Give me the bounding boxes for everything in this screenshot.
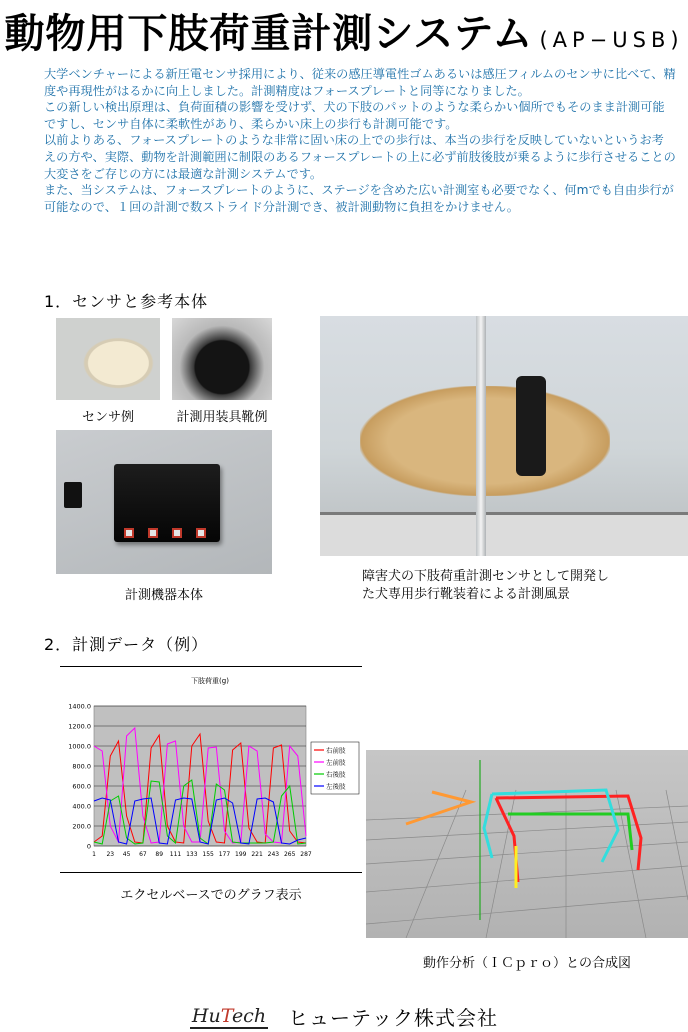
y-tick-label: 600.0 (72, 782, 91, 791)
chart-bottom-rule (60, 872, 362, 873)
dog-treadmill-photo (320, 316, 688, 556)
intro-paragraph: 以前よりある、フォースプレートのような非常に固い床の上での歩行は、本当の歩行を反映していないというお考えの方や、実際、動物を計測範囲に制限のあるフォースプレートの上に必ず前肢後肢が乗るように歩行させることの大変さをご存じの方には最適な計測システムです。 (44, 133, 676, 181)
x-tick-label: 89 (155, 851, 164, 858)
product-code: (AP−USB) (539, 28, 684, 52)
y-tick-label: 0 (86, 842, 91, 851)
skeleton (406, 790, 641, 888)
logo-part: ech (231, 1004, 267, 1027)
legend-label: 右後肢 (326, 770, 346, 779)
chart-legend (311, 742, 359, 794)
intro-paragraph: また、当システムは、フォースプレートのように、ステージを含めた広い計測室も必要でなく、何mでも自由歩行が可能なので、１回の計測で数ストライド分計測でき、被計測動物に負担をかけません。 (44, 183, 674, 214)
device-photo (56, 430, 272, 574)
treadmill-belt (320, 512, 688, 556)
x-tick-label: 1 (92, 851, 96, 858)
y-tick-label: 400.0 (72, 802, 91, 811)
dog-caption-line: 障害犬の下肢荷重計測センサとして開発し (362, 569, 610, 584)
footer (0, 1002, 688, 1031)
skeleton-render-svg (366, 750, 688, 938)
company-name: ヒューテック株式会社 (288, 1006, 499, 1030)
connector-jack (148, 528, 158, 538)
x-tick-label: 23 (106, 851, 115, 858)
x-tick-label: 45 (122, 851, 131, 858)
x-tick-label: 221 (251, 851, 263, 858)
legend-label: 左後肢 (326, 782, 346, 791)
y-tick-label: 200.0 (72, 822, 91, 831)
title-main: 動物用下肢荷重計測システム (4, 11, 534, 57)
y-tick-label: 1400.0 (68, 702, 91, 711)
render-caption: 動作分析（ＩＣｐｒｏ）との合成図 (422, 956, 631, 971)
adapter-plug (64, 482, 82, 508)
x-tick-label: 243 (267, 851, 280, 858)
dog-harness (516, 376, 546, 476)
x-tick-label: 67 (139, 851, 147, 858)
shoe-caption: 計測用装具靴例 (176, 410, 268, 425)
legend-label: 右前肢 (326, 746, 346, 755)
load-chart (60, 662, 362, 874)
plot-area (94, 706, 306, 846)
company-logo (190, 1005, 268, 1029)
logo-part: Hu (191, 1004, 221, 1027)
device-caption: 計測機器本体 (124, 588, 203, 603)
chart-caption: エクセルベースでのグラフ表示 (120, 888, 302, 903)
sensor-photo (56, 318, 160, 400)
logo-part: T (220, 1004, 232, 1027)
y-tick-label: 1000.0 (68, 742, 91, 751)
y-tick-label: 1200.0 (68, 722, 91, 731)
motion-analysis-render (366, 750, 688, 938)
connector-jack (124, 528, 134, 538)
intro-paragraph: 大学ベンチャーによる新圧電センサ採用により、従来の感圧導電性ゴムあるいは感圧フィルムのセンサに比べて、精度や再現性がはるかに向上しました。計測精度はフォースプレートと同等になりました。 (44, 67, 676, 98)
dog-caption-line: た犬専用歩行靴装着による計測風景 (362, 587, 571, 602)
load-chart-svg (60, 666, 362, 874)
x-tick-label: 265 (283, 851, 296, 858)
y-tick-label: 800.0 (72, 762, 91, 771)
dog-caption (362, 568, 609, 604)
treadmill-pole (476, 316, 486, 556)
intro-paragraph: この新しい検出原理は、負荷面積の影響を受けず、犬の下肢のパットのような柔らかい個所でもそのまま計測可能ですし、センサ自体に柔軟性があり、柔らかい床上の歩行も計測可能です。 (44, 100, 665, 131)
section1-heading: 1．センサと参考本体 (44, 292, 209, 311)
shoe-photo (172, 318, 272, 400)
intro-text (44, 66, 676, 215)
connector-jack (172, 528, 182, 538)
x-tick-label: 111 (169, 851, 182, 858)
chart-grid (94, 706, 306, 846)
x-tick-label: 177 (218, 851, 231, 858)
page-title (0, 2, 688, 59)
legend-label: 左前肢 (326, 758, 346, 767)
x-tick-label: 155 (202, 851, 214, 858)
section2-heading: 2．計測データ（例） (44, 635, 209, 654)
x-tick-label: 199 (235, 851, 247, 858)
chart-title: 下肢荷重(g) (191, 677, 229, 685)
x-tick-label: 287 (300, 851, 312, 858)
connector-jack (196, 528, 206, 538)
x-tick-label: 133 (186, 851, 198, 858)
device-box (114, 464, 220, 542)
sensor-caption: センサ例 (81, 410, 134, 425)
